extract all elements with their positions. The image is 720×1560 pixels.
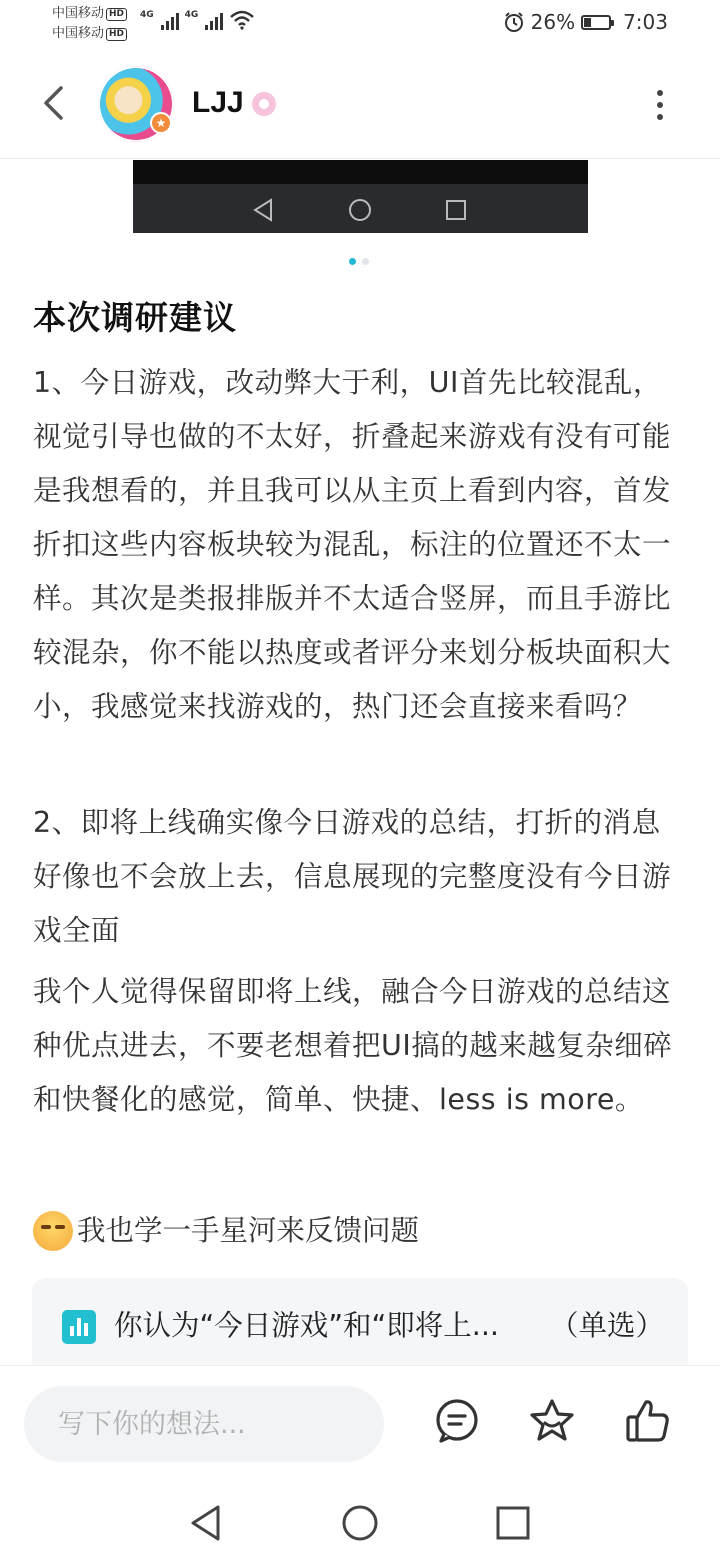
poll-card[interactable] — [32, 1278, 688, 1378]
carousel-dot-active — [349, 258, 356, 265]
poll-type: （单选） — [550, 1309, 665, 1342]
smug-face-emoji-icon — [33, 1211, 73, 1251]
battery-fill — [584, 18, 591, 27]
emoji-line — [33, 1204, 419, 1258]
network-type-1: 4G — [140, 10, 154, 20]
emoji-line-text: 我也学一手星河来反馈问题 — [77, 1214, 420, 1247]
carrier-2 — [52, 24, 127, 44]
verified-badge-icon — [252, 92, 276, 116]
more-vertical-icon[interactable] — [650, 90, 670, 120]
carrier-1-label: 中国移动 — [52, 6, 105, 21]
signal-bars-icon-2 — [205, 12, 223, 30]
clock-time: 7:03 — [623, 10, 668, 34]
system-home-icon[interactable] — [335, 1498, 385, 1548]
wifi-icon — [229, 10, 255, 30]
alarm-icon — [503, 11, 525, 33]
signal-indicators — [140, 10, 255, 30]
thumbs-up-icon[interactable] — [623, 1396, 673, 1446]
system-nav-bar — [0, 1484, 720, 1560]
avatar[interactable] — [98, 66, 174, 142]
article-paragraph-1: 1、今日游戏，改动弊大于利，UI首先比较混乱，视觉引导也做的不太好，折叠起来游戏有没有可能是我想看的，并且我可以从主页上看到内容，首发折扣这些内容板块较为混乱，标注的位置还不太一样。其次是类报排版并不太适合竖屏，而且手游比较混杂，你不能以热度或者评分来划分板块面积大小，我感觉来找游戏的，热门还会直接来看吗？ — [33, 366, 672, 723]
post-header — [0, 50, 720, 159]
comment-input[interactable] — [24, 1386, 384, 1462]
battery-percent: 26% — [530, 10, 576, 34]
carrier-1 — [52, 4, 127, 24]
image-top-strip — [133, 160, 588, 184]
poll-question: 你认为“今日游戏”和“即将上... — [114, 1309, 499, 1342]
star-icon[interactable] — [527, 1396, 577, 1446]
battery-icon — [581, 15, 611, 30]
bar-chart-icon — [62, 1310, 96, 1344]
status-bar — [0, 0, 720, 50]
carousel-dot — [362, 258, 369, 265]
bottom-action-bar — [0, 1366, 720, 1484]
image-nav-bar — [133, 190, 588, 230]
hd-badge: HD — [106, 8, 127, 21]
back-arrow-icon[interactable] — [34, 80, 74, 126]
comment-icon[interactable] — [432, 1396, 482, 1446]
article-paragraph-3: 我个人觉得保留即将上线，融合今日游戏的总结这种优点进去，不要老想着把UI搞的越来越复杂细碎和快餐化的感觉，简单、快捷、less is more。 — [33, 975, 673, 1116]
network-type-2: 4G — [184, 10, 199, 20]
carousel-image[interactable] — [133, 160, 588, 233]
hd-badge-2: HD — [106, 28, 127, 41]
signal-bars-icon — [161, 12, 179, 30]
article-title: 本次调研建议 — [33, 298, 237, 337]
status-right — [503, 10, 668, 34]
carousel-indicator — [349, 258, 369, 265]
carrier-2-label: 中国移动 — [52, 26, 105, 41]
level-badge-icon: ★ — [150, 112, 172, 134]
system-recents-icon[interactable] — [488, 1498, 538, 1548]
username[interactable]: LJJ — [192, 86, 244, 119]
system-back-icon[interactable] — [182, 1498, 232, 1548]
article-paragraph-2: 2、即将上线确实像今日游戏的总结，打折的消息好像也不会放上去，信息展现的完整度没有今日游戏全面 — [33, 806, 672, 947]
